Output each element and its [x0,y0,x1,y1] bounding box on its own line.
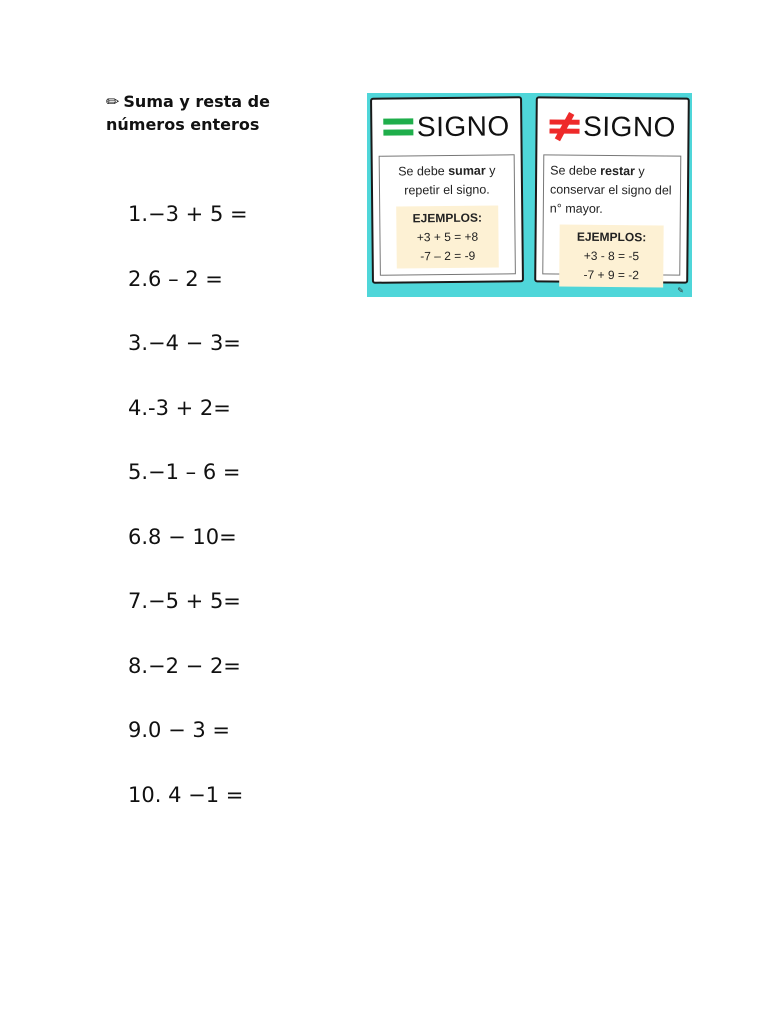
heading-text: SIGNO [583,110,677,143]
exercise-number: 8. [128,653,149,678]
title-text: Suma y resta de números enteros [106,92,270,134]
different-sign-heading [537,98,687,155]
rule-text [386,161,508,200]
artist-signature-icon: ✎ [677,286,684,295]
rule-box [379,154,516,275]
pencil-icon: ✏ [106,92,120,111]
exercise-expression: −4 − 3= [148,331,241,355]
exercise-expression: 6 – 2 = [148,266,223,291]
exercise-item [128,779,248,844]
example-line: -7 – 2 = -9 [420,248,476,264]
exercise-number: 9. [128,718,149,742]
exercise-item [128,650,248,715]
same-sign-card [370,96,524,284]
exercise-number: 1. [128,202,149,226]
heading-text: SIGNO [416,110,510,143]
exercise-expression: −3 + 5 = [148,202,248,226]
rule-text [550,161,674,219]
exercise-item [128,327,248,392]
example-line: +3 - 8 = -5 [583,248,640,264]
rule-keyword: restar [600,163,636,179]
exercise-number: 3. [128,331,149,355]
sign-rules-poster [367,93,692,297]
example-line: -7 + 9 = -2 [583,267,640,283]
same-sign-heading [372,98,521,156]
rule-text-end: y repetir el signo. [404,163,496,198]
not-equal-icon [549,113,579,139]
examples-title: EJEMPLOS: [576,229,647,245]
example-line: +3 + 5 = +8 [416,229,479,245]
exercise-expression: 0 − 3 = [148,718,230,742]
equals-icon [383,117,413,137]
exercise-item [128,456,248,521]
exercise-item [128,714,248,779]
rule-text-start: Se debe [550,163,601,178]
exercise-number: 7. [128,589,149,613]
exercise-expression: 4 −1 = [161,782,244,807]
exercise-number: 6. [128,524,149,549]
exercise-item [128,521,248,586]
rule-box [542,154,681,283]
worksheet-title [106,90,346,136]
exercise-number: 10. [128,782,162,807]
exercise-number: 2. [128,266,149,291]
rule-keyword: sumar [448,163,486,178]
different-sign-card [534,96,690,283]
examples-box [559,225,664,288]
exercise-item [128,392,248,457]
exercise-expression: −5 + 5= [148,589,241,613]
examples-box [396,205,499,268]
exercise-item [128,198,248,263]
exercise-item [128,263,248,328]
exercise-number: 5. [128,460,149,484]
exercise-item [128,585,248,650]
exercise-list [128,198,248,843]
exercise-expression: −2 − 2= [148,653,241,678]
rule-text-start: Se debe [398,163,449,179]
exercise-expression: 8 − 10= [148,524,237,549]
exercise-number: 4. [128,395,149,420]
exercise-expression: -3 + 2= [148,395,231,420]
examples-title: EJEMPLOS: [412,210,483,226]
exercise-expression: −1 – 6 = [148,460,241,484]
rule-text-end: y conservar el signo del n° mayor. [549,164,672,216]
